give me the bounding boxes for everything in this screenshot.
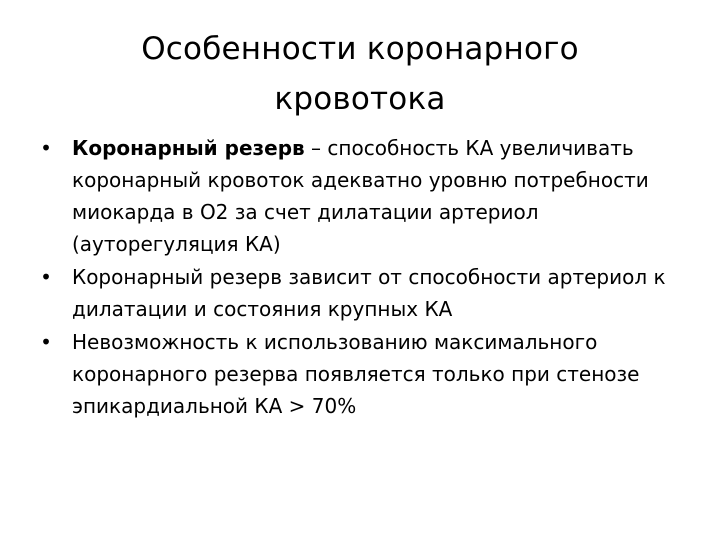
bullet-item-coronary-reserve: [36, 132, 696, 260]
bullet-dot-icon: •: [40, 265, 52, 289]
slide-title-line-1: Особенности коронарного: [141, 31, 579, 67]
bullet-text: – способность КА увеличивать коронарный кровоток адекватно уровню потребности миокарда в О2 за счет дилатации артериол (ауторегуляция КА): [72, 136, 649, 256]
slide-title: [60, 24, 660, 124]
bullet-term: Коронарный резерв: [72, 136, 305, 160]
bullet-item-reserve-dependency: [36, 261, 696, 325]
bullet-dot-icon: •: [40, 136, 52, 160]
bullet-dot-icon: •: [40, 330, 52, 354]
bullet-item-stenosis: [36, 326, 696, 422]
bullet-text: Коронарный резерв зависит от способности артериол к дилатации и состояния крупных КА: [72, 265, 666, 321]
bullet-list: [36, 132, 696, 422]
bullet-text: Невозможность к использованию максимального коронарного резерва появляется только при стенозе эпикардиальной КА > 70%: [72, 330, 640, 418]
slide-title-line-2: кровотока: [274, 81, 446, 117]
